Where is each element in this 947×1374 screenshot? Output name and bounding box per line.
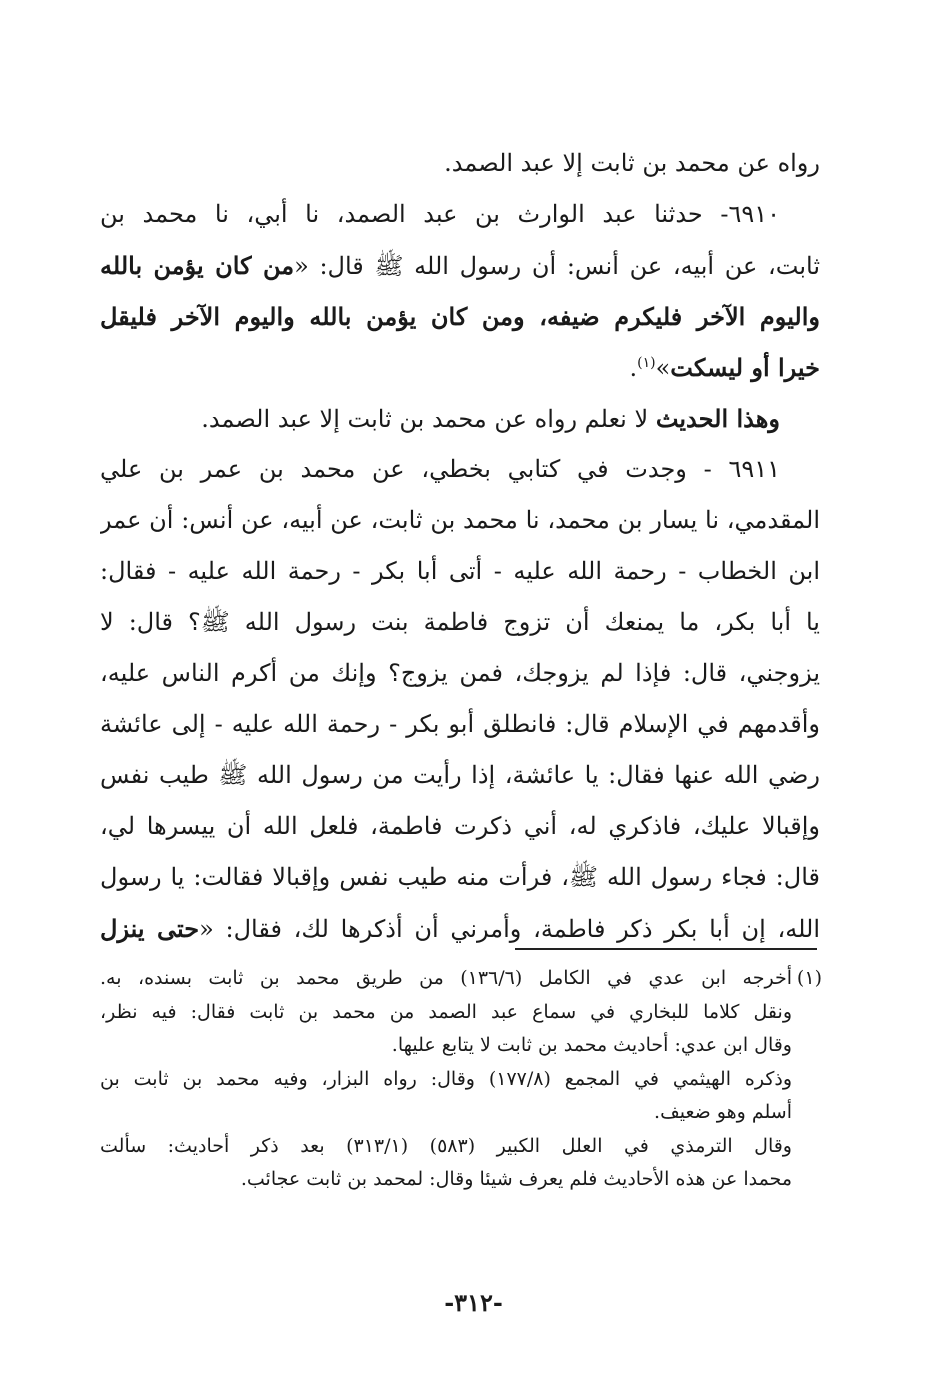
text-line: [100, 342, 820, 393]
page-number: -٣١٢-: [444, 1288, 503, 1317]
footnote-line: محمدا عن هذه الأحاديث فلم يعرف شيئا وقال: لمحمد بن ثابت عجائب.: [240, 1168, 792, 1190]
hadith-quote: حتى ينزل: [100, 914, 200, 943]
main-text: [100, 138, 820, 954]
footnotes: [100, 962, 822, 1197]
text-line: المقدمي، نا يسار بن محمد، نا محمد بن ثابت، عن أبيه، عن أنس: أن عمر: [100, 506, 820, 534]
text-line: يا أبا بكر، ما يمنعك أن تزوج فاطمة بنت رسول الله ﷺ؟ قال: لا: [100, 608, 820, 636]
footnote-number: (١): [796, 967, 822, 989]
text-segment: ثابت، عن أبيه، عن أنس: أن رسول الله ﷺ قال: «: [294, 252, 820, 280]
footnote-line: وذكره الهيثمي في المجمع (١٧٧/٨) وقال: رواه البزار، وفيه محمد بن ثابت بن: [100, 1067, 792, 1090]
text-line: [100, 240, 820, 291]
footnote-line: [100, 962, 822, 996]
footnote-divider: [515, 948, 817, 950]
period: .: [629, 354, 638, 382]
text-line: رواه عن محمد بن ثابت إلا عبد الصمد.: [444, 149, 820, 177]
text-segment: الله، إن أبا بكر ذكر فاطمة، وأمرني أن أذكرها لك، فقال: «: [199, 915, 820, 943]
text-segment: لا نعلم رواه عن محمد بن ثابت إلا عبد الصمد.: [201, 405, 656, 433]
footnote-reference: (١): [637, 355, 656, 371]
quote-close: »: [655, 354, 671, 382]
footnote-line: أسلم وهو ضعيف.: [654, 1101, 792, 1123]
text-line: [100, 903, 820, 954]
footnote-text: أخرجه ابن عدي في الكامل (١٣٦/٦) من طريق محمد بن ثابت بسنده، به.: [100, 967, 792, 989]
hadith-quote: خيرا أو ليسكت: [670, 353, 820, 382]
footnote-line: وقال الترمذي في العلل الكبير (٥٨٣) (٣١٣/١) بعد ذكر أحاديث: سألت: [100, 1134, 792, 1157]
text-line: قال: فجاء رسول الله ﷺ، فرأت منه طيب نفس وإقبالا فقالت: يا رسول: [100, 863, 820, 891]
text-line: رضي الله عنها فقال: يا عائشة، إذا رأيت من رسول الله ﷺ طيب نفس: [100, 761, 820, 789]
text-line: وإقبالا عليك، فاذكري له، أني ذكرت فاطمة، فلعل الله أن ييسرها لي،: [100, 812, 820, 840]
text-line: يزوجني، قال: فإذا لم يزوجك، فمن يزوج؟ وإنك من أكرم الناس عليه،: [100, 659, 820, 687]
text-line: وأقدمهم في الإسلام قال: فانطلق أبو بكر - رحمة الله عليه - إلى عائشة: [100, 710, 820, 738]
hadith-6910-line: ٦٩١٠- حدثنا عبد الوارث بن عبد الصمد، نا أبي، نا محمد بن: [100, 200, 780, 228]
emphasis: وهذا الحديث: [655, 404, 780, 433]
hadith-6911-line: ٦٩١١ - وجدت في كتابي بخطي، عن محمد بن عمر بن علي: [100, 455, 780, 483]
hadith-quote: من كان يؤمن بالله: [100, 251, 295, 280]
hadith-quote-line: واليوم الآخر فليكرم ضيفه، ومن كان يؤمن بالله واليوم الآخر فليقل: [100, 302, 820, 331]
footnote-line: ونقل كلاما للبخاري في سماع عبد الصمد من محمد بن ثابت فقال: فيه نظر،: [100, 1000, 792, 1023]
text-line: ابن الخطاب - رحمة الله عليه - أتى أبا بكر - رحمة الله عليه - فقال:: [100, 557, 820, 585]
text-line: [100, 393, 820, 444]
footnote-line: وقال ابن عدي: أحاديث محمد بن ثابت لا يتابع عليها.: [391, 1034, 792, 1056]
